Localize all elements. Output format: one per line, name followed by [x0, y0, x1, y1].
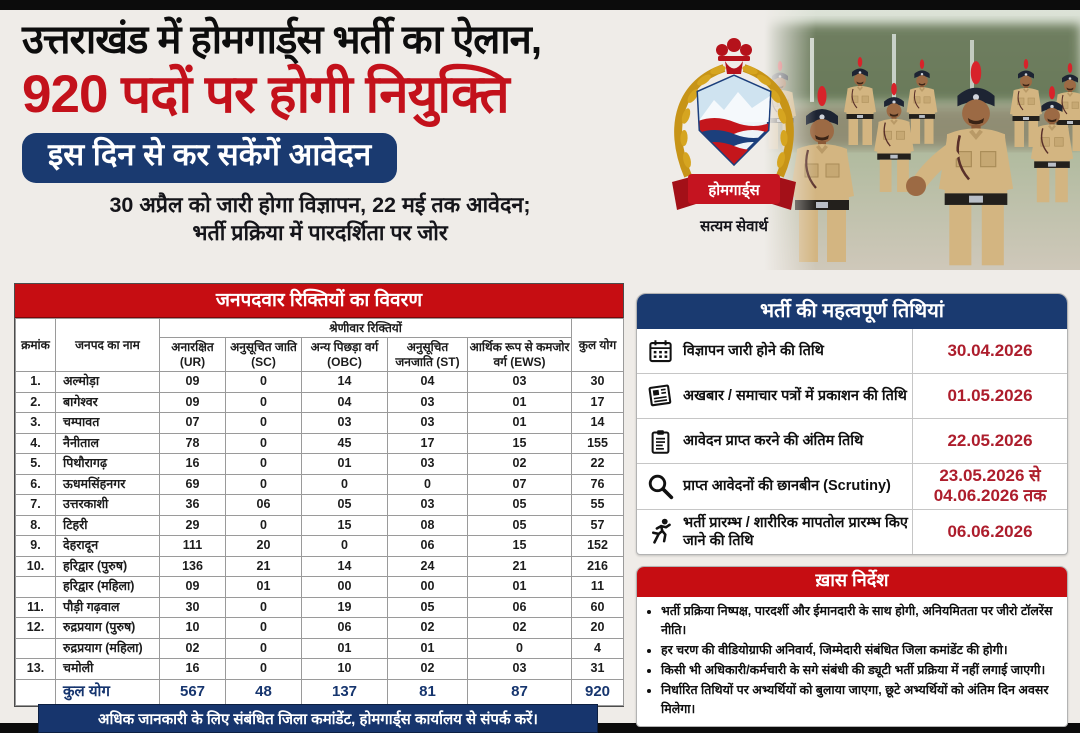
- value-cell: 136: [160, 556, 226, 577]
- district-cell: नैनीताल: [56, 433, 160, 454]
- total-label-cell: कुल योग: [56, 679, 160, 705]
- value-cell: 02: [468, 618, 572, 639]
- date-row-label: प्राप्त आवेदनों की छानबीन (Scrutiny): [683, 478, 891, 495]
- value-cell: 30: [160, 597, 226, 618]
- serial-cell: 12.: [16, 618, 56, 639]
- value-cell: 55: [572, 495, 624, 516]
- serial-cell: 6.: [16, 474, 56, 495]
- col-header-category-1: अनुसूचित जाति (SC): [226, 338, 302, 372]
- table-row: [16, 515, 624, 536]
- value-cell: 21: [468, 556, 572, 577]
- value-cell: 0: [388, 474, 468, 495]
- value-cell: 05: [468, 515, 572, 536]
- value-cell: 07: [468, 474, 572, 495]
- date-row-value: 06.06.2026: [912, 510, 1067, 554]
- date-row-label: आवेदन प्राप्त करने की अंतिम तिथि: [683, 432, 864, 449]
- value-cell: 10: [160, 618, 226, 639]
- vacancy-table-title: जनपदवार रिक्तियों का विवरण: [15, 284, 623, 318]
- value-cell: 31: [572, 659, 624, 680]
- logo-motto: सत्यम सेवार्थ: [700, 219, 768, 235]
- value-cell: 69: [160, 474, 226, 495]
- date-row-label: विज्ञापन जारी होने की तिथि: [683, 342, 824, 359]
- district-cell: रुद्रप्रयाग (महिला): [56, 638, 160, 659]
- value-cell: 0: [226, 515, 302, 536]
- poster-subtitle: [22, 192, 618, 248]
- district-cell: अल्मोड़ा: [56, 372, 160, 393]
- serial-cell: 5.: [16, 454, 56, 475]
- total-value-cell: 137: [302, 679, 388, 705]
- value-cell: 01: [468, 392, 572, 413]
- table-row: [16, 638, 624, 659]
- special-instructions-panel: [636, 566, 1068, 727]
- date-row-value: 23.05.2026 से 04.06.2026 तक: [912, 464, 1067, 509]
- date-row: [637, 373, 1067, 418]
- value-cell: 0: [302, 536, 388, 557]
- district-cell: ऊधमसिंहनगर: [56, 474, 160, 495]
- calendar-icon: [637, 338, 683, 365]
- table-row: [16, 433, 624, 454]
- value-cell: 09: [160, 577, 226, 598]
- value-cell: 16: [160, 454, 226, 475]
- value-cell: 20: [572, 618, 624, 639]
- serial-cell: 1.: [16, 372, 56, 393]
- date-row-value: 22.05.2026: [912, 419, 1067, 463]
- value-cell: 0: [468, 638, 572, 659]
- subtitle-line2: भर्ती प्रक्रिया में पारदर्शिता पर जोर: [192, 220, 448, 245]
- value-cell: 152: [572, 536, 624, 557]
- date-row-label: अखबार / समाचार पत्रों में प्रकाशन की तिथि: [683, 387, 907, 404]
- serial-cell: 4.: [16, 433, 56, 454]
- instructions-panel-title: ख़ास निर्देश: [637, 567, 1067, 597]
- value-cell: 04: [388, 372, 468, 393]
- serial-cell: [16, 638, 56, 659]
- table-total-row: [16, 679, 624, 705]
- value-cell: 03: [388, 495, 468, 516]
- runner-icon: [637, 517, 683, 546]
- value-cell: 24: [388, 556, 468, 577]
- district-cell: रुद्रप्रयाग (पुरुष): [56, 618, 160, 639]
- serial-cell: 13.: [16, 659, 56, 680]
- value-cell: 01: [226, 577, 302, 598]
- value-cell: 00: [388, 577, 468, 598]
- value-cell: 20: [226, 536, 302, 557]
- value-cell: 02: [388, 659, 468, 680]
- value-cell: 0: [226, 454, 302, 475]
- value-cell: 02: [160, 638, 226, 659]
- value-cell: 30: [572, 372, 624, 393]
- value-cell: 216: [572, 556, 624, 577]
- value-cell: 03: [302, 413, 388, 434]
- value-cell: 29: [160, 515, 226, 536]
- value-cell: 15: [468, 536, 572, 557]
- col-header-serial: क्रमांक: [16, 319, 56, 372]
- value-cell: 06: [468, 597, 572, 618]
- value-cell: 11: [572, 577, 624, 598]
- application-pill-banner: इस दिन से कर सकेंगें आवेदन: [22, 133, 397, 183]
- value-cell: 06: [302, 618, 388, 639]
- district-cell: देहरादून: [56, 536, 160, 557]
- value-cell: 45: [302, 433, 388, 454]
- district-cell: पौड़ी गढ़वाल: [56, 597, 160, 618]
- total-value-cell: 48: [226, 679, 302, 705]
- value-cell: 03: [388, 392, 468, 413]
- table-row: [16, 659, 624, 680]
- value-cell: 19: [302, 597, 388, 618]
- value-cell: 06: [226, 495, 302, 516]
- value-cell: 76: [572, 474, 624, 495]
- footer-contact-text: अधिक जानकारी के लिए संबंधित जिला कमांडेंट, होमगार्ड्स कार्यालय से संपर्क करें।: [98, 710, 538, 728]
- district-cell: बागेश्वर: [56, 392, 160, 413]
- value-cell: 0: [226, 618, 302, 639]
- serial-cell: 11.: [16, 597, 56, 618]
- value-cell: 57: [572, 515, 624, 536]
- district-cell: हरिद्वार (पुरुष): [56, 556, 160, 577]
- table-row: [16, 454, 624, 475]
- date-row: [637, 509, 1067, 554]
- shield-icon: [696, 76, 772, 170]
- serial-cell: 8.: [16, 515, 56, 536]
- table-row: [16, 536, 624, 557]
- table-row: [16, 413, 624, 434]
- vacancy-table-body: [16, 372, 624, 706]
- value-cell: 01: [302, 454, 388, 475]
- col-header-district: जनपद का नाम: [56, 319, 160, 372]
- value-cell: 04: [302, 392, 388, 413]
- serial-cell: 3.: [16, 413, 56, 434]
- subtitle-line1: 30 अप्रैल को जारी होगा विज्ञापन, 22 मई तक आवेदन;: [109, 192, 531, 217]
- value-cell: 01: [468, 577, 572, 598]
- homeguards-logo: [648, 24, 820, 248]
- instruction-item: • किसी भी अधिकारी/कर्मचारी के सगे संबंधी की ड्यूटी भर्ती प्रक्रिया में नहीं लगाई जाएगी।: [661, 661, 1061, 680]
- value-cell: 36: [160, 495, 226, 516]
- value-cell: 0: [302, 474, 388, 495]
- poster-title-line1: उत्तराखंड में होमगार्ड्स भर्ती का ऐलान,: [22, 18, 541, 62]
- serial-cell: 9.: [16, 536, 56, 557]
- date-row: [637, 329, 1067, 373]
- vacancy-table-panel: [14, 283, 624, 707]
- col-header-category-3: अनुसूचित जनजाति (ST): [388, 338, 468, 372]
- district-cell: उत्तरकाशी: [56, 495, 160, 516]
- value-cell: 17: [388, 433, 468, 454]
- col-header-categories-group: श्रेणीवार रिक्तियों: [160, 319, 572, 338]
- value-cell: 05: [468, 495, 572, 516]
- value-cell: 111: [160, 536, 226, 557]
- district-cell: पिथौरागढ़: [56, 454, 160, 475]
- instructions-list: [661, 602, 1061, 719]
- value-cell: 15: [302, 515, 388, 536]
- dates-panel-title: भर्ती की महत्वपूर्ण तिथियां: [637, 294, 1067, 329]
- value-cell: 22: [572, 454, 624, 475]
- value-cell: 0: [226, 474, 302, 495]
- table-row: [16, 556, 624, 577]
- value-cell: 14: [572, 413, 624, 434]
- homeguards-emblem: [648, 24, 820, 248]
- date-row-value: 01.05.2026: [912, 374, 1067, 418]
- table-row: [16, 392, 624, 413]
- value-cell: 60: [572, 597, 624, 618]
- serial-cell: 2.: [16, 392, 56, 413]
- value-cell: 01: [388, 638, 468, 659]
- total-value-cell: 567: [160, 679, 226, 705]
- value-cell: 05: [388, 597, 468, 618]
- value-cell: 21: [226, 556, 302, 577]
- instruction-item: • निर्धारित तिथियों पर अभ्यर्थियों को बुलाया जाएगा, छूटे अभ्यर्थियों को अंतिम दिन अवसर मिलेगा।: [661, 681, 1061, 719]
- value-cell: 14: [302, 372, 388, 393]
- value-cell: 03: [468, 372, 572, 393]
- value-cell: 15: [468, 433, 572, 454]
- dates-rows: [637, 329, 1067, 554]
- district-cell: चमोली: [56, 659, 160, 680]
- value-cell: 00: [302, 577, 388, 598]
- value-cell: 0: [226, 392, 302, 413]
- vacancy-table: [15, 318, 624, 706]
- value-cell: 02: [388, 618, 468, 639]
- value-cell: 16: [160, 659, 226, 680]
- table-row: [16, 474, 624, 495]
- headline-block: [22, 16, 642, 248]
- magnifier-icon: [637, 472, 683, 501]
- value-cell: 03: [388, 413, 468, 434]
- value-cell: 02: [468, 454, 572, 475]
- value-cell: 07: [160, 413, 226, 434]
- value-cell: 0: [226, 413, 302, 434]
- poster-title-line2: 920 पदों पर होगी नियुक्ति: [22, 64, 509, 124]
- logo-ribbon-text: होमगार्ड्स: [708, 182, 760, 199]
- value-cell: 14: [302, 556, 388, 577]
- value-cell: 155: [572, 433, 624, 454]
- footer-contact-bar: [38, 704, 598, 733]
- total-value-cell: 87: [468, 679, 572, 705]
- serial-cell: [16, 679, 56, 705]
- value-cell: 78: [160, 433, 226, 454]
- date-row: [637, 418, 1067, 463]
- total-value-cell: 920: [572, 679, 624, 705]
- value-cell: 10: [302, 659, 388, 680]
- value-cell: 0: [226, 638, 302, 659]
- value-cell: 06: [388, 536, 468, 557]
- col-header-category-2: अन्य पिछड़ा वर्ग (OBC): [302, 338, 388, 372]
- poster-background: [0, 10, 1080, 728]
- ribbon-banner: [672, 174, 796, 210]
- date-row-label: भर्ती प्रारम्भ / शारीरिक मापतोल प्रारम्भ किए जाने की तिथि: [683, 514, 908, 549]
- total-value-cell: 81: [388, 679, 468, 705]
- instruction-item: • हर चरण की वीडियोग्राफी अनिवार्य, जिम्मेदारी संबंधित जिला कमांडेंट की होगी।: [661, 641, 1061, 660]
- col-header-total: कुल योग: [572, 319, 624, 372]
- table-row: [16, 597, 624, 618]
- col-header-category-4: आर्थिक रूप से कमजोर वर्ग (EWS): [468, 338, 572, 372]
- serial-cell: [16, 577, 56, 598]
- serial-cell: 10.: [16, 556, 56, 577]
- col-header-category-0: अनारक्षित (UR): [160, 338, 226, 372]
- table-row: [16, 372, 624, 393]
- instruction-item: • भर्ती प्रक्रिया निष्पक्ष, पारदर्शी और ईमानदारी के साथ होगी, अनियमितता पर जीरो टॉलरेंस नीति।: [661, 602, 1061, 640]
- serial-cell: 7.: [16, 495, 56, 516]
- date-row-value: 30.04.2026: [912, 329, 1067, 373]
- table-row: [16, 495, 624, 516]
- value-cell: 03: [388, 454, 468, 475]
- table-row: [16, 618, 624, 639]
- value-cell: 09: [160, 372, 226, 393]
- district-cell: हरिद्वार (महिला): [56, 577, 160, 598]
- value-cell: 17: [572, 392, 624, 413]
- value-cell: 05: [302, 495, 388, 516]
- value-cell: 09: [160, 392, 226, 413]
- value-cell: 0: [226, 433, 302, 454]
- value-cell: 4: [572, 638, 624, 659]
- important-dates-panel: [636, 293, 1068, 555]
- district-cell: चम्पावत: [56, 413, 160, 434]
- table-row: [16, 577, 624, 598]
- newspaper-icon: [637, 382, 683, 410]
- value-cell: 0: [226, 659, 302, 680]
- value-cell: 08: [388, 515, 468, 536]
- value-cell: 0: [226, 597, 302, 618]
- value-cell: 01: [302, 638, 388, 659]
- value-cell: 0: [226, 372, 302, 393]
- value-cell: 01: [468, 413, 572, 434]
- date-row: [637, 463, 1067, 509]
- value-cell: 03: [468, 659, 572, 680]
- district-cell: टिहरी: [56, 515, 160, 536]
- clipboard-icon: [637, 428, 683, 455]
- vacancy-table-head: [16, 319, 624, 372]
